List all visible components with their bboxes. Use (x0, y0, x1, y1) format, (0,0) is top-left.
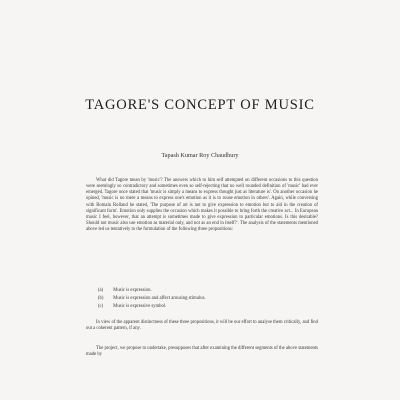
list-item-text: Music is expression and affect arousing stimulus. (113, 296, 206, 302)
body-paragraph (86, 178, 318, 233)
list-item-text: Music is expression. (113, 288, 152, 293)
list-item (98, 295, 298, 303)
body-paragraph (86, 320, 318, 332)
list-item-number: (b) (98, 296, 104, 302)
author-name: Tapash Kumar Roy Chaudhury (161, 152, 239, 159)
paragraph-text: The project, we propose to undertake, presupposes that after examining the different segments of the above statements made by (86, 346, 318, 358)
list-item (98, 303, 298, 311)
paragraph-text: In view of the apparent distinctness of these three propositions, it will be our effort to analyse them critically, and find out a coherent pattern, if any. (86, 320, 318, 332)
body-paragraph (86, 346, 318, 358)
propositions-list (98, 287, 298, 312)
list-item-text: Music is expressive symbol. (113, 304, 167, 310)
paragraph-text: What did Tagore mean by 'music'? The answers which to him self attempted on different occasions to this question were seemingly so contradictory and sometimes even so self-rejecting that no well rounded definition of 'music' had ever emerged. Tagore once stated that 'music is simply a means to express thought just as literature is'. On another occasion he opined, 'music is no mere a means to express one's emotion as it is to rouse emotion in others'. Again, while conversing with Romain Rolland he stated, 'The purpose of art is not to give expression to emotion but to aid in the creation of significant form'. Emotion only supplies the occasion which makes it possible to bring forth the creative act... In European music I feel, however, that an attempt is sometimes made to give expression to particular emotions. Is this desirable? Should not music also use emotion as material only, and not as an end in itself?'. The analysis of the statements mentioned above led us tentatively to the formulation of the following three propositions: (86, 178, 318, 233)
page-title: TAGORE'S CONCEPT OF MUSIC (85, 97, 315, 113)
list-item-number: (c) (98, 304, 104, 310)
list-item (98, 287, 298, 295)
list-item-number: (a) (98, 288, 104, 293)
